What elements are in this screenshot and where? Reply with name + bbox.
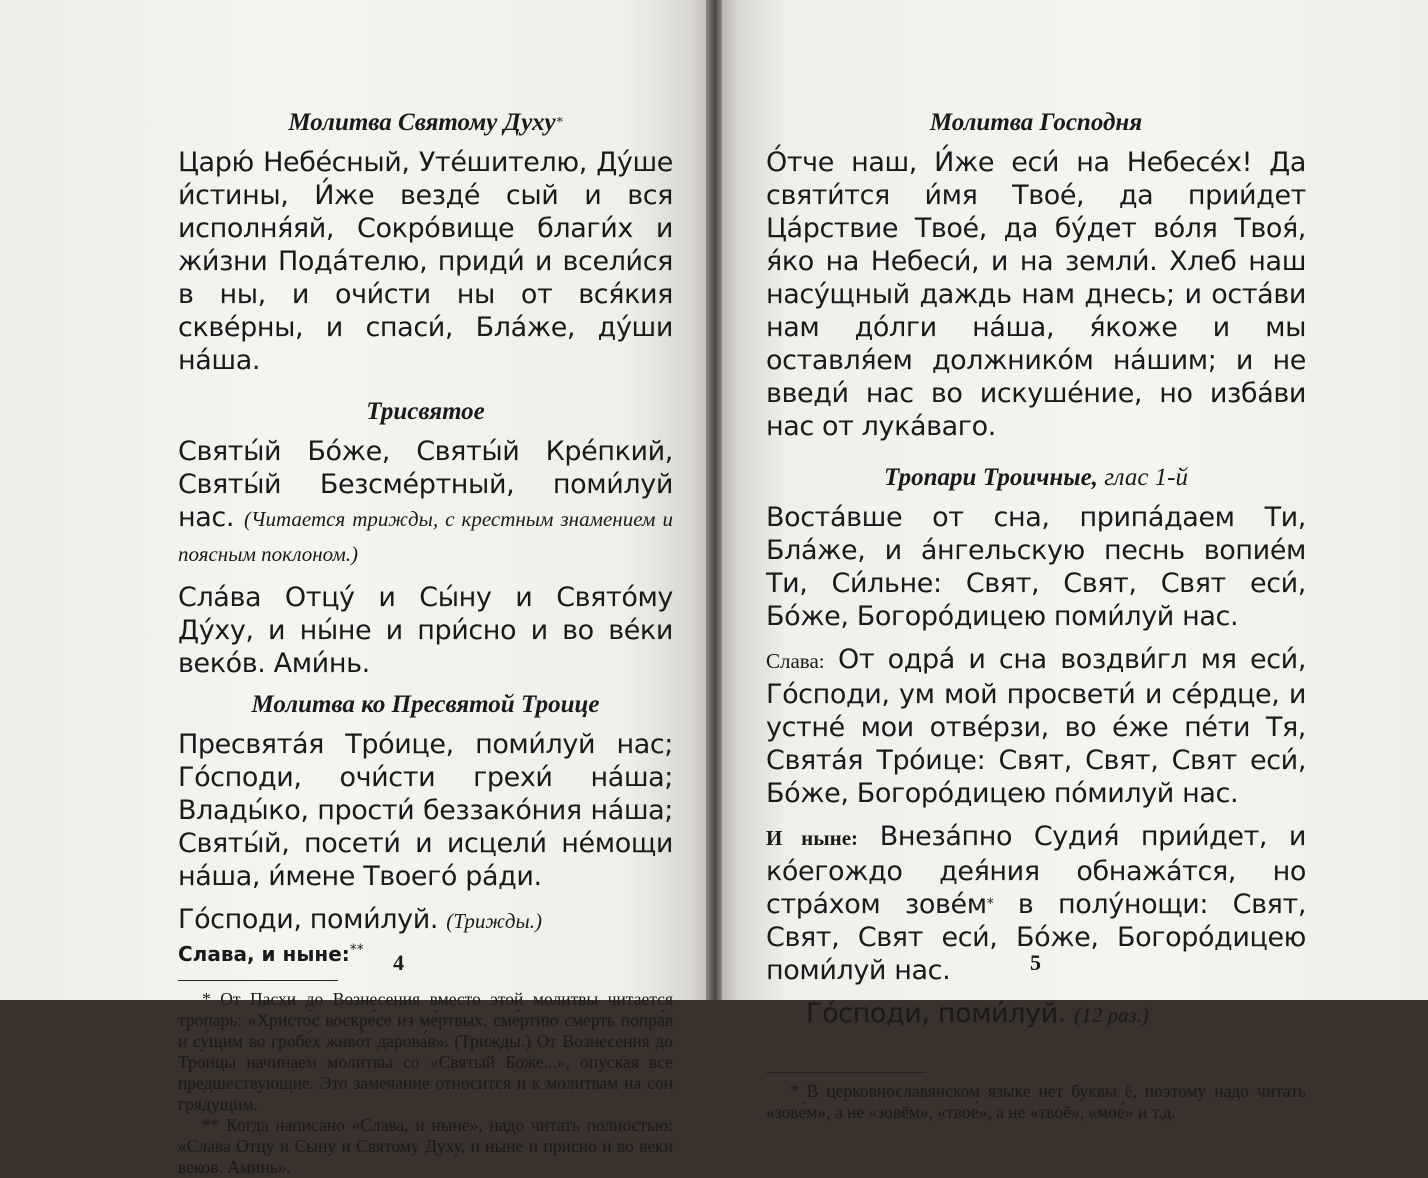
trisagion-text: Святы́й Бо́же, Святы́й Кре́пкий, Святы́й Безсме́ртный, поми́луй нас. (Читается трижды, с крестным знамением и поясным поклоном.) (178, 436, 673, 566)
footnote-divider-right (766, 1072, 926, 1073)
book-gutter (706, 0, 722, 1000)
lord-have-mercy-text: Го́споди, поми́луй. (Трижды.) (178, 904, 543, 935)
troparion-3-text: И ныне: Внеза́пно Судия́ прии́дет, и ко́егождо дея́ния обнажа́тся, но стра́хом зове́м* в полу́нощи: Свят, Свят, Свят еси́, Бо́же, Богоро́дицею поми́луй нас. (766, 821, 1307, 986)
troparion-2-text: Слава: От одра́ и сна воздви́гл мя еси́, Го́споди, ум мой просвети́ и се́рдце, и устне́ мои отве́рзи, во е́же пе́ти Тя, Свята́я Тро́ице: Свят, Свят, Свят еси́, Бо́же, Богоро́дицею по́милуй нас. (766, 644, 1306, 809)
lord-have-mercy-12-text: Го́споди, поми́луй. (12 раз.) (806, 998, 1149, 1029)
footnote-1: * От Пасхи до Вознесения вместо этой молитвы читается тропарь: «Христо́с воскре́се из ме́ртвых, сме́ртию смерть попра́в и су́щим во гробе́х живо́т дарова́в». (Трижды.) От Вознесения до Троицы начинаем молитвы со «Святый Боже...», опуская все предшествующие. Это замечание относится и к молитвам на сон грядущим. (178, 989, 673, 1114)
heading-prayer-trinity: Молитва ко Пресвятой Троице (251, 691, 600, 718)
prayer-trinity-text: Пресвята́я Тро́ице, поми́луй нас; Го́споди, очи́сти грехи́ на́ша; Влады́ко, прости́ беззако́ния на́ша; Святы́й, посети́ и исцели́ не́мощи на́ша, и́мене Твоего́ ра́ди. (178, 729, 673, 892)
heading-prayer-holy-spirit: Молитва Святому Духу* (288, 109, 563, 136)
heading-trisagion: Трисвятое (366, 398, 485, 425)
heading-trinity-troparia: Тропари Троичные, глас 1-й (883, 464, 1188, 491)
troparion-1-text: Воста́вше от сна, припа́даем Ти, Бла́же, и а́нгельскую песнь вопие́м Ти, Си́льне: Свят, Свят, Свят еси́, Бо́же, Богоро́дицею поми́луй нас. (766, 502, 1306, 632)
glory-text: Сла́ва Отцу́ и Сы́ну и Свято́му Ду́ху, и ны́не и при́сно и во ве́ки веко́в. Ами́нь. (178, 582, 673, 679)
footnote-divider (178, 980, 338, 981)
trisagion-instruction: (Читается трижды, с крестным знамением и поясным поклоном.) (178, 507, 673, 566)
heading-lords-prayer: Молитва Господня (929, 109, 1143, 136)
right-page (716, 0, 1428, 1122)
prayer-holy-spirit-text: Царю́ Небе́сный, Уте́шителю, Ду́ше и́стины, И́же везде́ сый и вся исполня́яй, Сокро́вище благи́х и жи́зни Пода́телю, приди́ и всели́ся в ны, и очи́сти ны от вся́кия скве́рны, и спаси́, Бла́же, ду́ши на́ша. (178, 147, 673, 376)
left-page (0, 0, 712, 1177)
page-number-left: 4 (393, 950, 404, 975)
left-text-column (178, 108, 673, 1178)
glory-and-now-label: Слава, и ныне:** (178, 942, 364, 966)
footnote-2: ** Когда написано «Слава, и ныне», надо читать полностью: «Слава Отцу и Сыну и Святому Духу, и ныне и присно и во веки веков. Аминь». (178, 1115, 673, 1177)
page-number-right: 5 (1030, 950, 1041, 975)
footnote-right: * В церковнославянском языке нет буквы ё, поэтому надо читать «зове́м», а не «зовём», «твое́», а не «твоё», «мое́» и т.д. (766, 1081, 1306, 1122)
lords-prayer-text: О́тче наш, И́же еси́ на Небесе́х! Да святи́тся и́мя Твое́, да прии́дет Ца́рствие Твое́, да бу́дет во́ля Твоя́, я́ко на Небеси́, и на земли́. Хлеб наш насу́щный даждь нам днесь; и оста́ви нам до́лги на́ша, я́коже и мы оставля́ем должнико́м на́шим; и не введи́ нас во искуше́ние, но изба́ви нас от лука́ваго. (766, 147, 1306, 442)
